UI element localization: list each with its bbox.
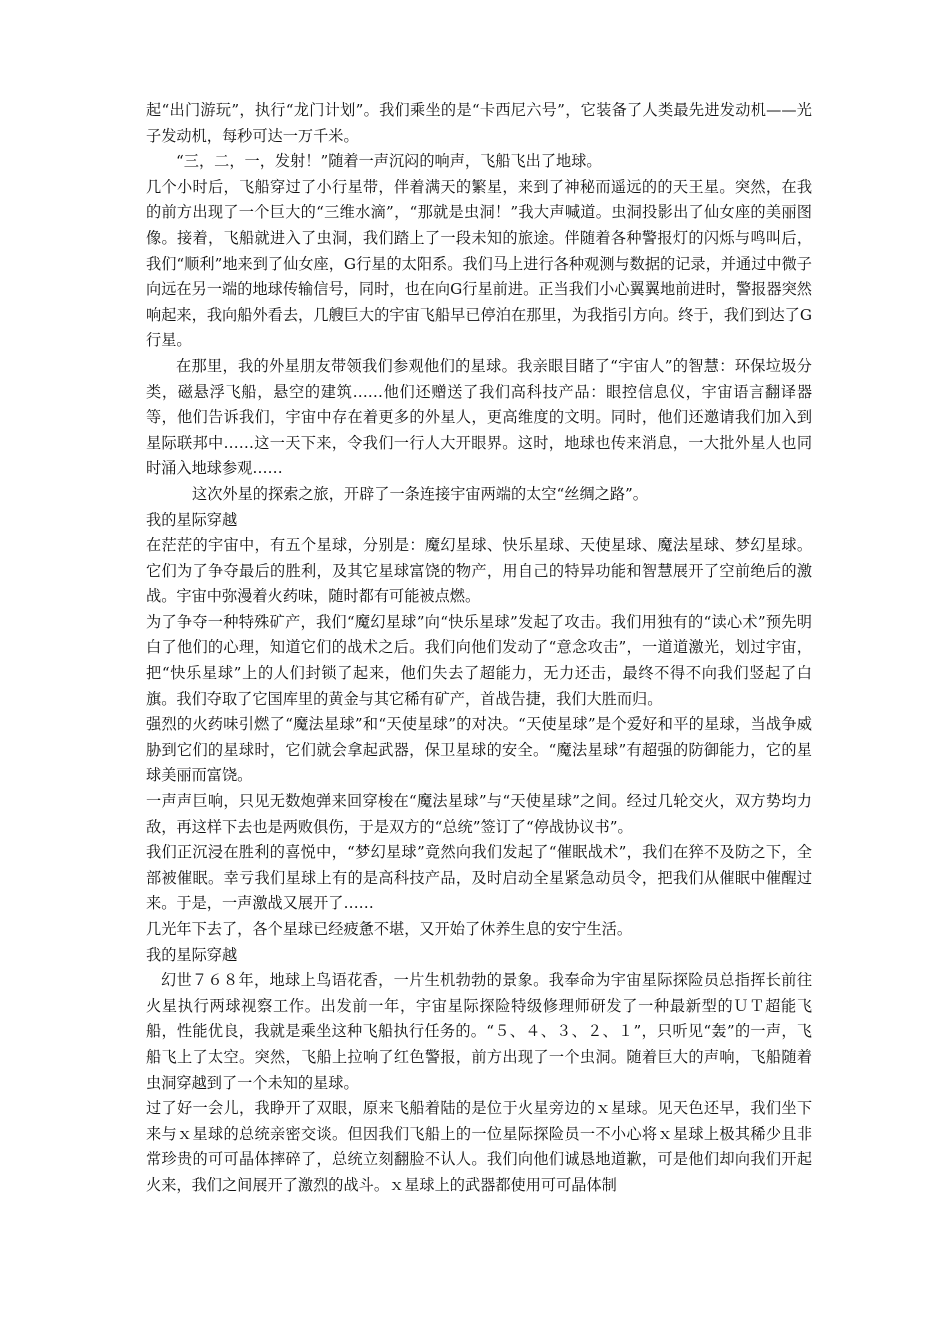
- paragraph-hypnosis: 我们正沉浸在胜利的喜悦中，“梦幻星球”竟然向我们发起了“催眠战术”，我们在猝不及防之下，全部被催眠。幸亏我们星球上有的是高科技产品，及时启动全星紧急动员令，把我们从催眠中催醒过来。于是，一声激战又展开了……: [146, 843, 812, 913]
- paragraph-five-planets: 在茫茫的宇宙中，有五个星球，分别是：魔幻星球、快乐星球、天使星球、魔法星球、梦幻星球。它们为了争夺最后的胜利，及其它星球富饶的物产，用自己的特异功能和智慧展开了空前绝后的激战。宇宙中弥漫着火药味，随时都有可能被点燃。: [146, 536, 812, 606]
- paragraph-alien-visit: 在那里，我的外星朋友带领我们参观他们的星球。我亲眼目睹了“宇宙人”的智慧：环保垃圾分类，磁悬浮飞船，悬空的建筑……他们还赠送了我们高科技产品：眼控信息仪，宇宙语言翻译器等，他们告诉我们，宇宙中存在着更多的外星人，更高维度的文明。同时，他们还邀请我们加入到星际联邦中……这一天下来，令我们一行人大开眼界。这时，地球也传来消息，一大批外星人也同时涌入地球参观……: [146, 356, 812, 478]
- paragraph-silk-road: 这次外星的探索之旅，开辟了一条连接宇宙两端的太空“丝绸之路”。: [192, 484, 648, 503]
- paragraph-ceasefire: 一声声巨响，只见无数炮弹来回穿梭在“魔法星球”与“天使星球”之间。经过几轮交火，双方势均力敌，再这样下去也是两败俱伤，于是双方的“总统”签订了“停战协议书”。: [146, 792, 812, 836]
- paragraph-countdown: “三，二，一，发射！”随着一声沉闷的响声，飞船飞出了地球。: [176, 152, 602, 171]
- paragraph-year-768: 幻世７６８年，地球上鸟语花香，一片生机勃勃的景象。我奉命为宇宙星际探险员总指挥长前往火星执行两球视察工作。出发前一年，宇宙星际探险特级修理师研发了一种最新型的ＵＴ超能飞船，性能优良，我就是乘坐这种飞船执行任务的。“５、４、３、２、１”，只听见“轰”的一声，飞船飞上了太空。突然，飞船上拉响了红色警报，前方出现了一个虫洞。随着巨大的声响，飞船随着虫洞穿越到了一个未知的星球。: [146, 971, 812, 1092]
- paragraph-wormhole-journey: 几个小时后，飞船穿过了小行星带，伴着满天的繁星，来到了神秘而遥远的的天王星。突然，在我的前方出现了一个巨大的“三维水滴”，“那就是虫洞！”我大声喊道。虫洞投影出了仙女座的美丽图像。接着，飞船就进入了虫洞，我们踏上了一段未知的旅途。伴随着各种警报灯的闪烁与鸣叫后，我们“顺利”地来到了仙女座，G行星的太阳系。我们马上进行各种观测与数据的记录，并通过中微子向远在另一端的地球传输信号，同时，也在向G行星前进。正当我们小心翼翼地前进时，警报器突然响起来，我向船外看去，几艘巨大的宇宙飞船早已停泊在那里，为我指引方向。终于，我们到达了G行星。: [146, 177, 812, 350]
- paragraph-x-planet: 过了好一会儿，我睁开了双眼，原来飞船着陆的是位于火星旁边的ｘ星球。见天色还早，我们坐下来与ｘ星球的总统亲密交谈。但因我们飞船上的一位星际探险员一不小心将ｘ星球上极其稀少且非常珍贵的可可晶体摔碎了，总统立刻翻脸不认人。我们向他们诚恳地道歉，可是他们却向我们开起火来，我们之间展开了激烈的战斗。ｘ星球上的武器都使用可可晶体制: [146, 1099, 812, 1194]
- paragraph-peace: 几光年下去了，各个星球已经疲惫不堪，又开始了休养生息的安宁生活。: [146, 920, 632, 938]
- paragraph-first-battle: 为了争夺一种特殊矿产，我们“魔幻星球”向“快乐星球”发起了攻击。我们用独有的“读心术”预先明白了他们的心理，知道它们的战术之后。我们向他们发动了“意念攻击”，一道道激光，划过宇宙，把“快乐星球”上的人们封锁了起来，他们失去了超能力，无力还击，最终不得不向我们竖起了白旗。我们夺取了它国库里的黄金与其它稀有矿产，首战告捷，我们大胜而归。: [146, 612, 812, 708]
- section-heading: 我的星际穿越: [146, 945, 238, 964]
- paragraph-launch-intro: 起“出门游玩”，执行“龙门计划”。我们乘坐的是“卡西尼六号”，它装备了人类最先进发动机——光子发动机，每秒可达一万千米。: [146, 101, 812, 145]
- section-heading: 我的星际穿越: [146, 510, 238, 529]
- document-page: [146, 98, 812, 1199]
- paragraph-magic-vs-angel: 强烈的火药味引燃了“魔法星球”和“天使星球”的对决。“天使星球”是个爱好和平的星球，当战争威胁到它们的星球时，它们就会拿起武器，保卫星球的安全。“魔法星球”有超强的防御能力，它的星球美丽而富饶。: [146, 715, 812, 785]
